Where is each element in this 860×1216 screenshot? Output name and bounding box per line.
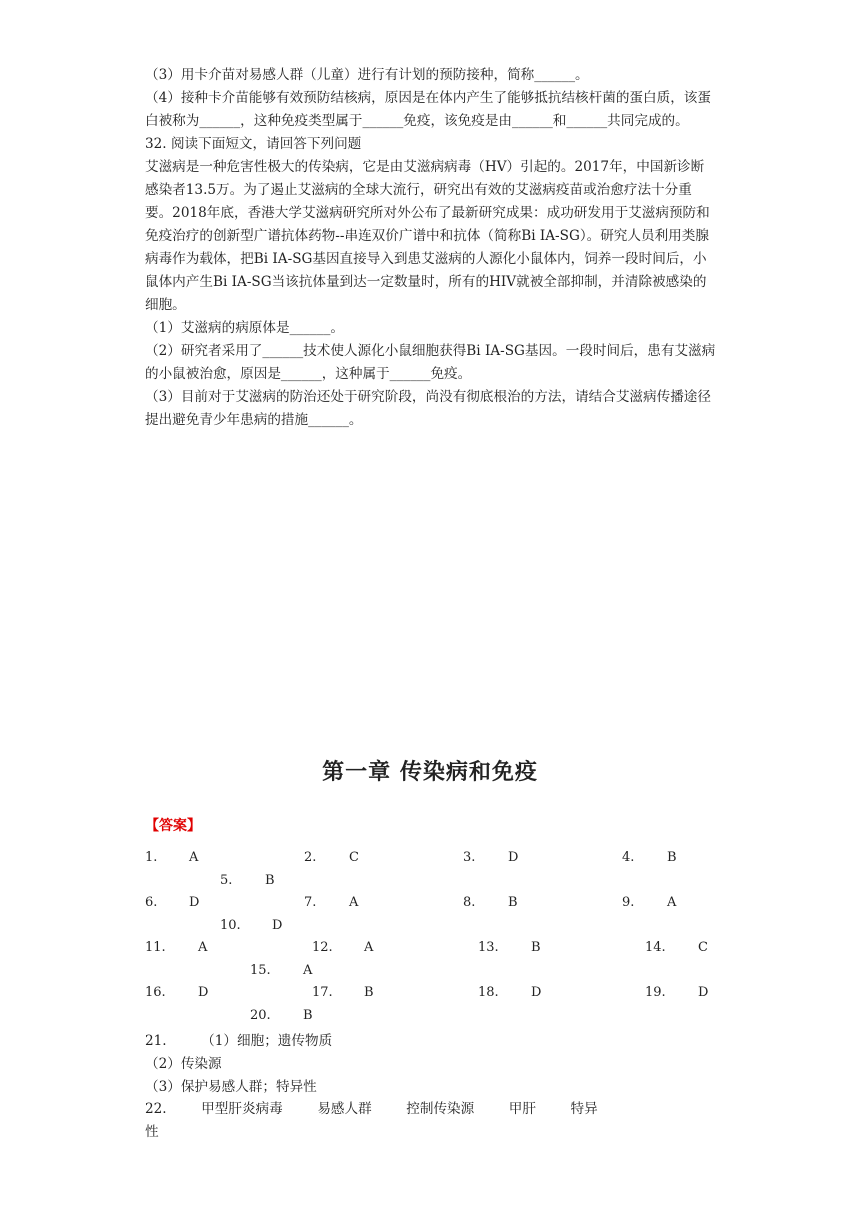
answer-value: B xyxy=(303,1008,313,1023)
answer-value: A xyxy=(303,963,313,978)
answer-number: 16. xyxy=(145,985,166,1000)
answer-number: 3. xyxy=(463,850,476,865)
answer-value: D xyxy=(531,985,542,1000)
chapter-title: 第一章 传染病和免疫 xyxy=(322,759,538,785)
answer-number: 18. xyxy=(478,985,499,1000)
answer-value: B xyxy=(364,985,374,1000)
answer-value: A xyxy=(349,895,359,910)
answer-value: C xyxy=(349,850,359,865)
answer-number: 5. xyxy=(220,873,233,888)
answer-line: （2）传染源 xyxy=(145,1056,222,1072)
answer-number: 4. xyxy=(622,850,635,865)
answer-number: 15. xyxy=(250,963,271,978)
answer-value: B xyxy=(508,895,518,910)
answer-value: A xyxy=(198,940,208,955)
answer-number: 2. xyxy=(304,850,317,865)
answer-value: A xyxy=(364,940,374,955)
answer-number: 12. xyxy=(312,940,333,955)
question-text: （3）用卡介苗对易感人群（儿童）进行有计划的预防接种，简称______。 xyxy=(145,67,589,83)
answer-value: D xyxy=(189,895,200,910)
answer-number: 17. xyxy=(312,985,333,1000)
question-block xyxy=(145,64,717,432)
question-text: （3）目前对于艾滋病的防治还处于研究阶段，尚没有彻底根治的方法，请结合艾滋病传播途径提出避免青少年患病的措施______。 xyxy=(145,389,711,428)
answer-number: 14. xyxy=(645,940,666,955)
answer-number: 9. xyxy=(622,895,635,910)
answer-line: 21. （1）细胞；遗传物质 xyxy=(145,1033,333,1049)
answer-value: B xyxy=(667,850,677,865)
answer-value: B xyxy=(265,873,275,888)
question-heading: 32. 阅读下面短文，请回答下列问题 xyxy=(145,136,362,152)
answer-number: 6. xyxy=(145,895,158,910)
answer-line: 22. 甲型肝炎病毒 易感人群 控制传染源 甲肝 特异 xyxy=(145,1101,598,1117)
answer-value: A xyxy=(667,895,677,910)
question-text: （1）艾滋病的病原体是______。 xyxy=(145,320,344,336)
answer-line: （3）保护易感人群；特异性 xyxy=(145,1079,317,1095)
answer-value: D xyxy=(198,985,209,1000)
answer-number: 11. xyxy=(145,940,166,955)
answer-label: 【答案】 xyxy=(145,818,201,834)
answer-value: C xyxy=(698,940,708,955)
answer-value: D xyxy=(698,985,709,1000)
answer-number: 19. xyxy=(645,985,666,1000)
reading-passage: 艾滋病是一种危害性极大的传染病，它是由艾滋病病毒（HV）引起的。2017年，中国新诊断感染者13.5万。为了遏止艾滋病的全球大流行，研究出有效的艾滋病疫苗或治愈疗法十分重要。2018年底，香港大学艾滋病研究所对外公布了最新研究成果：成功研发用于艾滋病预防和免疫治疗的创新型广谱抗体药物--串连双价广谱中和抗体（简称Bi IA-SG）。研究人员利用类腺病毒作为载体，把Bi IA-SG基因直接导入到患艾滋病的人源化小鼠体内，饲养一段时间后，小鼠体内产生Bi IA-SG当该抗体量到达一定数量时，所有的HIV就被全部抑制，并清除被感染的细胞。 xyxy=(145,159,710,313)
question-text: （4）接种卡介苗能够有效预防结核病，原因是在体内产生了能够抵抗结核杆菌的蛋白质，该蛋白被称为______，这种免疫类型属于______免疫，该免疫是由______和______共同完成的。 xyxy=(145,90,711,129)
answer-line: 性 xyxy=(145,1124,159,1140)
answer-value: B xyxy=(531,940,541,955)
answer-number: 7. xyxy=(304,895,317,910)
answer-number: 10. xyxy=(220,918,241,933)
answer-number: 1. xyxy=(145,850,158,865)
answer-value: D xyxy=(508,850,519,865)
answer-number: 8. xyxy=(463,895,476,910)
answer-value: D xyxy=(272,918,283,933)
question-text: （2）研究者采用了______技术使人源化小鼠细胞获得Bi IA-SG基因。一段时间后，患有艾滋病的小鼠被治愈，原因是______，这种属于______免疫。 xyxy=(145,343,716,382)
answer-value: A xyxy=(189,850,199,865)
answer-number: 20. xyxy=(250,1008,271,1023)
answer-number: 13. xyxy=(478,940,499,955)
